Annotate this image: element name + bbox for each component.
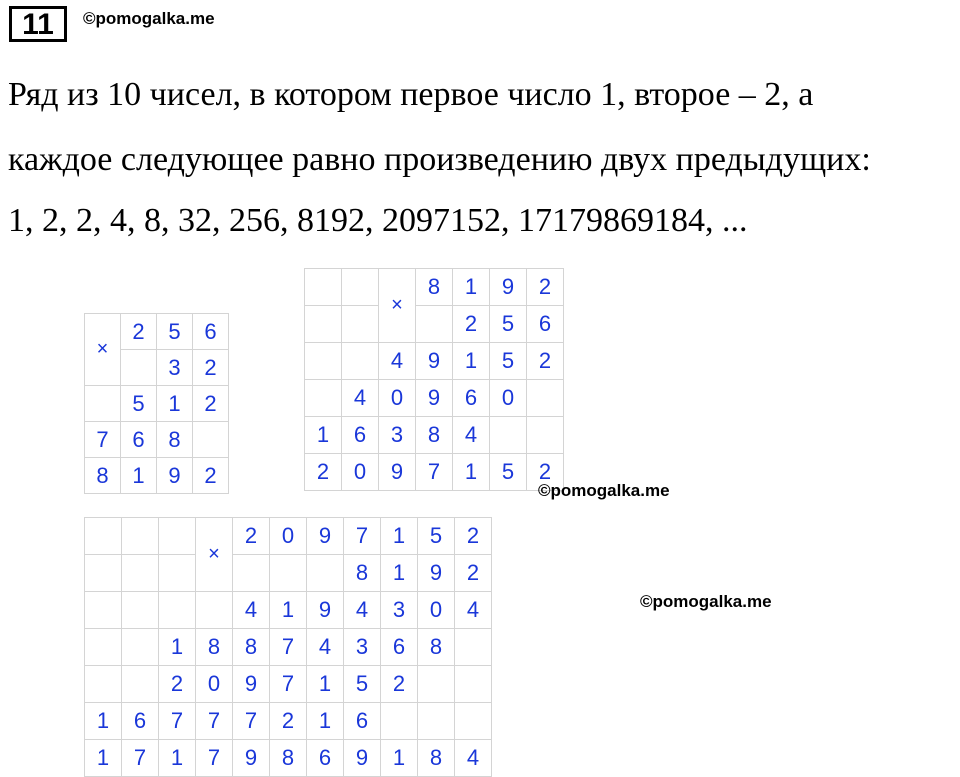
digit-cell: 9: [307, 518, 344, 555]
digit-cell: 1: [381, 740, 418, 777]
digit-cell: 7: [270, 666, 307, 703]
digit-cell: 4: [307, 629, 344, 666]
digit-cell: 1: [270, 592, 307, 629]
digit-cell: 1: [85, 703, 122, 740]
digit-cell: 6: [307, 740, 344, 777]
digit-cell: 3: [157, 350, 193, 386]
digit-cell: 4: [344, 592, 381, 629]
digit-cell: [85, 518, 122, 555]
digit-cell: 6: [527, 306, 564, 343]
digit-cell: 0: [418, 592, 455, 629]
digit-cell: [159, 592, 196, 629]
digit-cell: 2: [455, 518, 492, 555]
digit-cell: [418, 666, 455, 703]
digit-cell: [342, 306, 379, 343]
digit-cell: [85, 386, 121, 422]
digit-cell: 0: [270, 518, 307, 555]
digit-cell: 3: [344, 629, 381, 666]
digit-cell: 4: [455, 592, 492, 629]
task-text-line-1: Ряд из 10 чисел, в котором первое число 1, второе – 2, а: [8, 76, 814, 113]
digit-cell: 9: [490, 269, 527, 306]
digit-cell: 6: [453, 380, 490, 417]
digit-cell: 1: [453, 454, 490, 491]
digit-cell: [196, 592, 233, 629]
digit-cell: 8: [196, 629, 233, 666]
digit-cell: 7: [85, 422, 121, 458]
digit-cell: 7: [416, 454, 453, 491]
multiplication-256-by-32: [84, 313, 229, 494]
digit-cell: 4: [453, 417, 490, 454]
digit-cell: 2: [193, 386, 229, 422]
digit-cell: 7: [233, 703, 270, 740]
digit-cell: 2: [193, 350, 229, 386]
digit-cell: 4: [379, 343, 416, 380]
digit-cell: [305, 380, 342, 417]
digit-cell: 1: [121, 458, 157, 494]
digit-cell: 1: [159, 740, 196, 777]
digit-cell: [455, 666, 492, 703]
digit-cell: [121, 350, 157, 386]
digit-cell: 1: [453, 343, 490, 380]
multiplication-8192-by-256: [304, 268, 564, 491]
watermark: ©pomogalka.me: [640, 592, 772, 611]
digit-cell: 9: [307, 592, 344, 629]
digit-cell: 2: [453, 306, 490, 343]
digit-cell: [490, 417, 527, 454]
digit-cell: 5: [418, 518, 455, 555]
digit-cell: [159, 555, 196, 592]
digit-cell: 9: [157, 458, 193, 494]
digit-cell: 8: [416, 417, 453, 454]
multiply-sign: ×: [85, 314, 121, 386]
digit-cell: 1: [85, 740, 122, 777]
multiplication-2097152-by-8192: [84, 517, 492, 777]
digit-cell: [342, 269, 379, 306]
digit-cell: 5: [490, 306, 527, 343]
digit-cell: 6: [193, 314, 229, 350]
digit-cell: 1: [307, 703, 344, 740]
digit-cell: 0: [196, 666, 233, 703]
digit-cell: 1: [453, 269, 490, 306]
digit-cell: 9: [233, 666, 270, 703]
digit-cell: 2: [527, 454, 564, 491]
digit-cell: 2: [159, 666, 196, 703]
digit-cell: 6: [122, 703, 159, 740]
digit-cell: 8: [344, 555, 381, 592]
digit-cell: 3: [381, 592, 418, 629]
digit-cell: 4: [233, 592, 270, 629]
digit-cell: 5: [490, 343, 527, 380]
digit-cell: 7: [344, 518, 381, 555]
digit-cell: 7: [159, 703, 196, 740]
digit-cell: 9: [233, 740, 270, 777]
digit-cell: 9: [344, 740, 381, 777]
digit-cell: 9: [379, 454, 416, 491]
multiply-sign: ×: [196, 518, 233, 592]
digit-cell: 8: [85, 458, 121, 494]
digit-cell: 1: [307, 666, 344, 703]
digit-cell: 9: [418, 555, 455, 592]
digit-cell: 8: [416, 269, 453, 306]
digit-cell: 9: [416, 343, 453, 380]
digit-cell: 7: [270, 629, 307, 666]
digit-cell: 2: [527, 269, 564, 306]
digit-cell: [527, 417, 564, 454]
digit-cell: 1: [381, 555, 418, 592]
digit-cell: 5: [344, 666, 381, 703]
digit-cell: 2: [455, 555, 492, 592]
digit-cell: 9: [416, 380, 453, 417]
digit-cell: 0: [490, 380, 527, 417]
digit-cell: 7: [122, 740, 159, 777]
digit-cell: [122, 555, 159, 592]
watermark: ©pomogalka.me: [538, 481, 670, 500]
digit-cell: 8: [233, 629, 270, 666]
digit-cell: [381, 703, 418, 740]
digit-cell: 5: [157, 314, 193, 350]
digit-cell: 3: [379, 417, 416, 454]
digit-cell: [122, 629, 159, 666]
digit-cell: [270, 555, 307, 592]
digit-cell: 4: [342, 380, 379, 417]
multiply-sign: ×: [379, 269, 416, 343]
digit-cell: 2: [193, 458, 229, 494]
digit-cell: 1: [159, 629, 196, 666]
digit-cell: 2: [233, 518, 270, 555]
digit-cell: [85, 629, 122, 666]
digit-cell: [455, 703, 492, 740]
digit-cell: [342, 343, 379, 380]
task-number: 11: [9, 6, 67, 42]
digit-cell: [416, 306, 453, 343]
digit-cell: 2: [121, 314, 157, 350]
digit-cell: 7: [196, 740, 233, 777]
digit-cell: [418, 703, 455, 740]
digit-cell: 0: [342, 454, 379, 491]
digit-cell: 1: [157, 386, 193, 422]
watermark: ©pomogalka.me: [83, 9, 215, 28]
task-sequence-line: 1, 2, 2, 4, 8, 32, 256, 8192, 2097152, 17179869184, ...: [8, 202, 748, 239]
digit-cell: 2: [305, 454, 342, 491]
digit-cell: 2: [527, 343, 564, 380]
digit-cell: [193, 422, 229, 458]
digit-cell: 4: [455, 740, 492, 777]
digit-cell: [305, 343, 342, 380]
task-text-line-2: каждое следующее равно произведению двух предыдущих:: [8, 141, 871, 178]
digit-cell: [527, 380, 564, 417]
digit-cell: 1: [305, 417, 342, 454]
digit-cell: 5: [121, 386, 157, 422]
digit-cell: 8: [418, 629, 455, 666]
digit-cell: [159, 518, 196, 555]
digit-cell: 6: [381, 629, 418, 666]
digit-cell: [122, 592, 159, 629]
digit-cell: 8: [418, 740, 455, 777]
digit-cell: [307, 555, 344, 592]
digit-cell: 8: [270, 740, 307, 777]
digit-cell: [305, 269, 342, 306]
digit-cell: 7: [196, 703, 233, 740]
digit-cell: 6: [344, 703, 381, 740]
digit-cell: [455, 629, 492, 666]
digit-cell: 2: [381, 666, 418, 703]
digit-cell: [85, 592, 122, 629]
digit-cell: [122, 518, 159, 555]
digit-cell: 6: [121, 422, 157, 458]
digit-cell: 8: [157, 422, 193, 458]
digit-cell: [233, 555, 270, 592]
digit-cell: 1: [381, 518, 418, 555]
digit-cell: [85, 666, 122, 703]
digit-cell: [122, 666, 159, 703]
digit-cell: 2: [270, 703, 307, 740]
digit-cell: 6: [342, 417, 379, 454]
digit-cell: 0: [379, 380, 416, 417]
digit-cell: [305, 306, 342, 343]
digit-cell: [85, 555, 122, 592]
digit-cell: 5: [490, 454, 527, 491]
